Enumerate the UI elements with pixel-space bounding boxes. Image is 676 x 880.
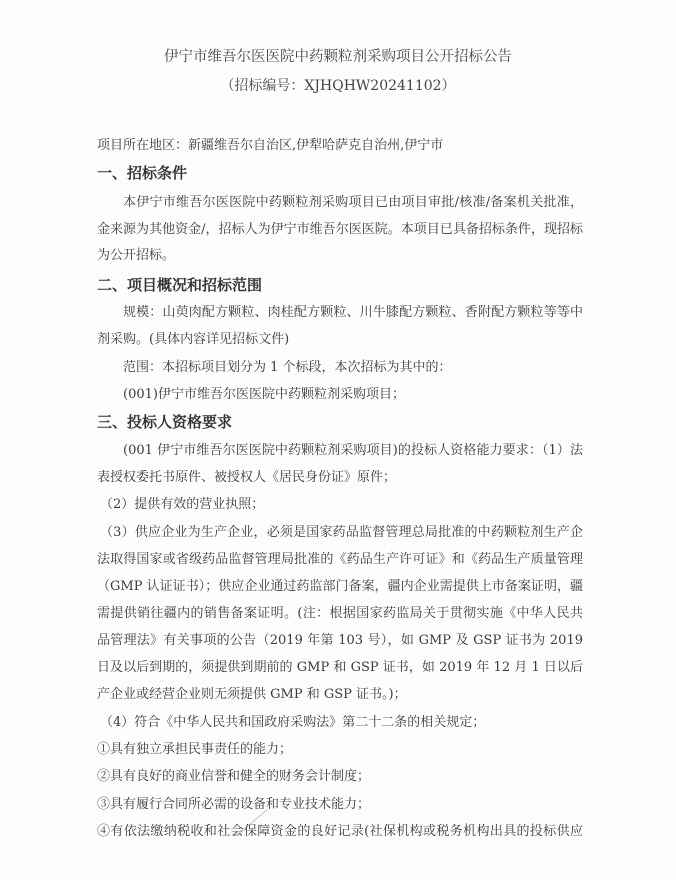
project-region: 项目所在地区：新疆维吾尔自治区,伊犁哈萨克自治州,伊宁市 [97,138,444,153]
paragraph-line: （3）供应企业为生产企业，必须是国家药品监督管理总局批准的中药颗粒剂生产企 [100,525,583,540]
paragraph-line: 为公开招标。 [97,248,176,263]
paragraph-line: 产企业或经营企业则无须提供 GMP 和 GSP 证书。)； [97,687,407,702]
paragraph-line: ②具有良好的商业信誉和健全的财务会计制度； [97,769,371,784]
paragraph-line: (001)伊宁市维吾尔医医院中药颗粒剂采购项目； [123,387,405,402]
paragraph-line: 规模：山萸肉配方颗粒、肉桂配方颗粒、川牛膝配方颗粒、香附配方颗粒等等中 [123,305,583,320]
section-heading-1: 一、招标条件 [97,164,188,182]
section-heading-2: 二、项目概况和招标范围 [97,276,263,294]
paragraph-line: 表授权委托书原件、被授权人《居民身份证》原件； [97,470,397,485]
paragraph-line: ①具有独立承担民事责任的能力； [97,742,293,757]
paragraph-line: （GMP 认证证书）；供应企业通过药监部门备案，疆内企业需提供上市备案证明，疆 [97,579,583,594]
paragraph-line: （4）符合《中华人民共和国政府采购法》第二十二条的相关规定； [100,715,486,730]
paragraph-line: （2）提供有效的营业执照； [100,497,265,512]
bid-number: （招标编号：XJHQHW20241102） [220,78,456,94]
paragraph-line: 范围：本招标项目划分为 1 个标段，本次招标为其中的： [123,360,452,375]
paragraph-line: ④有依法缴纳税收和社会保障资金的良好记录(社保机构或税务机构出具的投标供应 [97,824,583,839]
paragraph-line: 金来源为其他资金/，招标人为伊宁市维吾尔医医院。本项目已具备招标条件，现招标 [97,222,583,237]
paragraph-line: 需提供销往疆内的销售备案证明。(注：根据国家药监局关于贯彻实施《中华人民共 [97,606,583,621]
paragraph-line: 法取得国家或省级药品监督管理局批准的《药品生产许可证》和《药品生产质量管理 [97,552,583,567]
section-heading-3: 三、投标人资格要求 [97,413,233,431]
paragraph-line: ③具有履行合同所必需的设备和专业技术能力； [97,797,371,812]
paragraph-line: 剂采购。(具体内容详见招标文件) [97,332,290,347]
paragraph-line: 日及以后到期的，须提供到期前的 GMP 和 GSP 证书，如 2019 年 12 月 1 日以后 [97,660,583,675]
paragraph-line: 品管理法》有关事项的公告（2019 年第 103 号），如 GMP 及 GSP 证书为 2019 [97,633,583,648]
paragraph-line: (001 伊宁市维吾尔医医院中药颗粒剂采购项目)的投标人资格能力要求：（1）法 [123,443,583,458]
document-title: 伊宁市维吾尔医医院中药颗粒剂采购项目公开招标公告 [164,49,512,65]
paragraph-line: 本伊宁市维吾尔医医院中药颗粒剂采购项目已由项目审批/核准/备案机关批准， [123,195,583,210]
